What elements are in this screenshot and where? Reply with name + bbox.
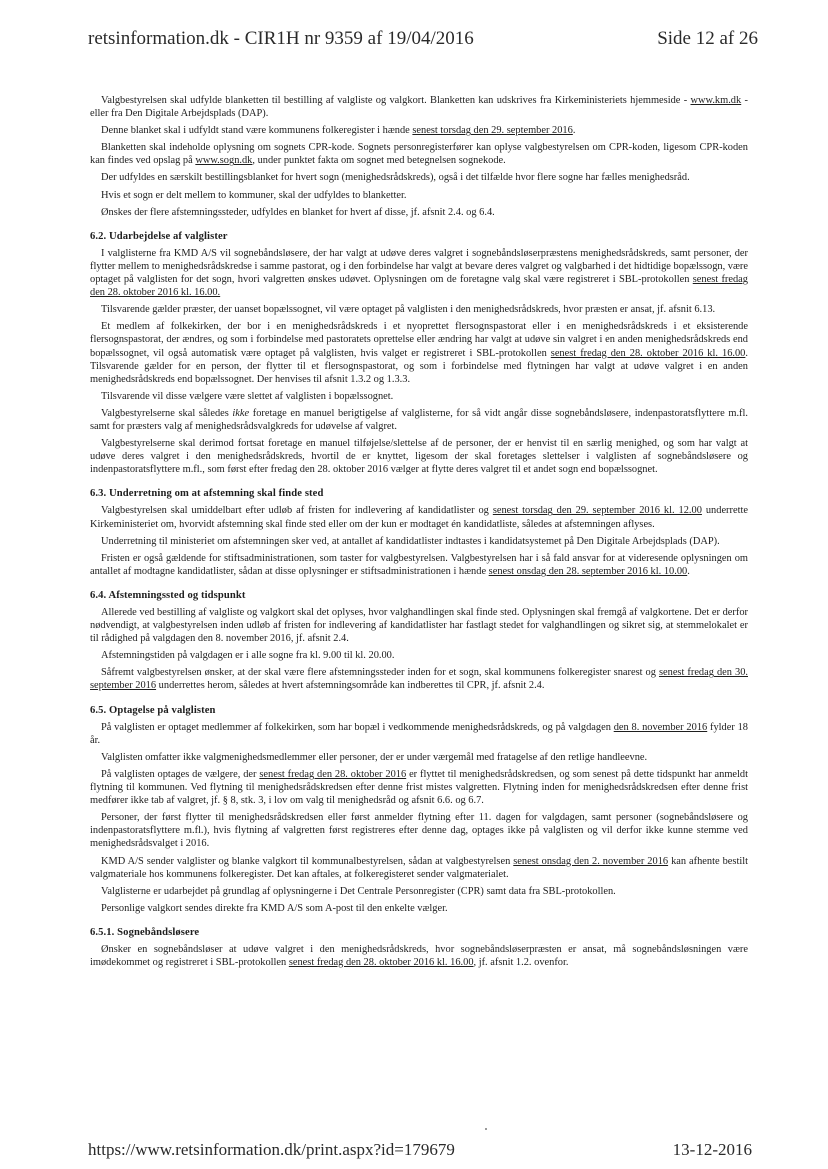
footer-date: 13-12-2016: [672, 1140, 752, 1159]
paragraph: KMD A/S sender valglister og blanke valgkort til kommunalbestyrelsen, sådan at valgbestyrelsen senest onsdag den 2. november 2016 kan afhente bestilt valgmateriale hos kommunens folkeregister. Det kan aftales, at folkeregisteret sender valgmaterialet.: [90, 855, 748, 880]
paragraph: Ønskes der flere afstemningssteder, udfyldes en blanket for hvert af disse, jf. afsnit 2.4. og 6.4.: [101, 206, 495, 218]
paragraph: Allerede ved bestilling af valgliste og valgkort skal det oplyses, hvor valghandlingen skal finde sted. Oplysningen skal fremgå af valgkortene. Det er derfor nødvendigt, at valgbestyrelsen inden udløb af fristen for indlevering af kandidatlister har fastlagt stedet for valghandlingen og sikret sig, at stemmelokalet er til rådighed på valgdagen den 8. november 2016, jf. afsnit 2.4.: [90, 607, 748, 645]
paragraph: I valglisterne fra KMD A/S vil sognebåndsløsere, der har valgt at udøve deres valgret i sognebåndsløserpræstens menighedsrådskreds, samt personer, der flytter mellem to menighedsrådskredse i samme pastorat, og i den forbindelse har valgt at bevare deres valgret og valgbarhed i det hidtidige bopælssogn, være optaget på valglisten for det sogn, hvori valgretten ønskes udøvet. Oplysningen om de foretagne valg skal være registreret i SBL-protokollen senest fredag den 28. oktober 2016 kl. 16.00.: [90, 247, 748, 299]
section-heading-6-5: 6.5. Optagelse på valglisten: [90, 704, 216, 716]
paragraph: Ønsker en sognebåndsløser at udøve valgret i den menighedsrådskreds, hvor sognebåndsløserpræsten er ansat, må sognebåndsløsningen være imødekommet og registreret i SBL-protokollen senest fredag den 28. oktober 2016 kl. 16.00, jf. afsnit 1.2. ovenfor.: [90, 943, 748, 969]
page-header: [88, 28, 758, 50]
paragraph: Blanketten skal indeholde oplysning om sognets CPR-kode. Sognets personregisterfører kan oplyse valgbestyrelsen om CPR-koden, ligesom CPR-koden kan findes ved opslag på www.sogn.dk, under punktet fakta om sognet med betegnelsen sognekode.: [90, 142, 748, 167]
footer-url[interactable]: https://www.retsinformation.dk/print.aspx?id=179679: [88, 1140, 455, 1159]
paragraph: Valgbestyrelserne skal således ikke foretage en manuel berigtigelse af valglisterne, for så vidt angår disse sognebåndsløsere, indenpastoratsflyttere m.fl. samt for præsters valg af menighedsrådsvalgkreds for udøvelse af valgret.: [90, 407, 748, 432]
paragraph: Underretning til ministeriet om afstemningen sker ved, at antallet af kandidatlister indtastes i kandidatsystemet på Den Digitale Arbejdsplads (DAP).: [101, 535, 720, 547]
paragraph: Valglisterne er udarbejdet på grundlag af oplysningerne i Det Centrale Personregister (CPR) samt data fra SBL-protokollen.: [101, 885, 616, 897]
link-km-dk[interactable]: www.km.dk: [690, 95, 742, 106]
page-footer: [88, 1140, 752, 1160]
paragraph: Afstemningstiden på valgdagen er i alle sogne fra kl. 9.00 til kl. 20.00.: [101, 650, 395, 662]
paragraph: På valglisten er optaget medlemmer af folkekirken, som har bopæl i vedkommende menighedsrådskreds, og på valgdagen den 8. november 2016 fylder 18 år.: [90, 721, 749, 746]
paragraph: Valgbestyrelsen skal umiddelbart efter udløb af fristen for indlevering af kandidatlister og senest torsdag den 29. september 2016 kl. 12.00 underrette Kirkeministeriet om, hvorvidt afstemning skal finde sted eller om der kun er modtaget én kandidatliste, således at afstemningen aflyses.: [90, 505, 748, 530]
paragraph: Denne blanket skal i udfyldt stand være kommunens folkeregister i hænde senest torsdag den 29. september 2016.: [101, 125, 576, 137]
section-heading-6-4: 6.4. Afstemningssted og tidspunkt: [90, 589, 246, 601]
paragraph: Personer, der først flytter til menighedsrådskredsen eller først anmelder flytning efter 11. dagen for valgdagen, samt personer (sognebåndsløsere og indenpastoratsflyttere m.fl.), hvis flytning af valgretten først registreres efter denne dag, optages ikke på valglisten og vil derfor ikke kunne stemme ved menighedsrådsvalget i 2016.: [90, 812, 748, 850]
page-number: Side 12 af 26: [657, 28, 758, 49]
paragraph: På valglisten optages de vælgere, der senest fredag den 28. oktober 2016 er flyttet til menighedsrådskredsen, og som senest på dette tidspunkt har anmeldt flytning til kommunen. Ved flytning til menighedsrådskredsen efter denne frist mistes valgretten. Flytning inden for menighedsrådskredsen efter denne frist medfører ikke tab af valgret, jf. § 8, stk. 3, i lov om valg til menighedsråd og afsnit 6.6. og 6.7.: [90, 768, 749, 807]
paragraph: Personlige valgkort sendes direkte fra KMD A/S som A-post til den enkelte vælger.: [101, 902, 448, 914]
section-heading-6-5-1: 6.5.1. Sognebåndsløsere: [90, 926, 200, 938]
paragraph: Valgbestyrelserne skal derimod fortsat foretage en manuel tilføjelse/slettelse af de personer, der er henvist til en særlig menighed, og som har valgt at udøve deres valgret i den menighedsrådskreds, hvortil de er knyttet, ligesom der skal foretages slettelser i valglisten af sognebåndsløsere og indenpastoratsflyttere m.fl., som først efter fredag den 28. oktober 2016 vælger at flytte deres valgret til et andet sogn end bopælssognet.: [90, 438, 748, 476]
paragraph: Et medlem af folkekirken, der bor i en menighedsrådskreds i et nyoprettet flersognspastorat eller i en menighedsrådskreds i et eksisterende flersognspastorat, der ændres, og som i forbindelse med pastoratets oprettelse eller ændring har valgt at udøve sin valgret i en anden menighedsrådskreds end bopælssognet, vil også automatisk være optaget på valglisten, hvis valget er registreret i SBL-protokollen senest fredag den 28. oktober 2016 kl. 16.00. Tilsvarende gælder for en person, der flytter til et flersognspastorat, og som i forbindelse med flytningen har valgt at udøve valgret i en anden menighedsrådskreds end bopælssognet. Der henvises til afsnit 1.3.2 og 1.3.3.: [90, 321, 748, 385]
paragraph: Tilsvarende gælder præster, der uanset bopælssognet, vil være optaget på valglisten i den menighedsrådskreds, hvor præsten er ansat, jf. afsnit 6.13.: [101, 304, 716, 316]
link-sogn-dk[interactable]: www.sogn.dk: [195, 155, 253, 167]
scan-speck: [485, 1128, 487, 1130]
paragraph: Fristen er også gældende for stiftsadministrationen, som taster for valgbestyrelsen. Valgbestyrelsen har i så fald ansvar for at videresende oplysningen om antallet af modtagne kandidatlister, sådan at disse oplysninger er stiftsadministrationen i hænde senest onsdag den 28. september 2016 kl. 10.00.: [90, 552, 748, 577]
paragraph: Der udfyldes en særskilt bestillingsblanket for hvert sogn (menighedsrådskreds), også i det tilfælde hvor flere sogne har fælles menighedsråd.: [101, 172, 690, 184]
paragraph: Hvis et sogn er delt mellem to kommuner, skal der udfyldes to blanketter.: [101, 189, 407, 201]
section-heading-6-2: 6.2. Udarbejdelse af valglister: [90, 230, 228, 242]
paragraph: Valgbestyrelsen skal udfylde blanketten til bestilling af valgliste og valgkort. Blanketten kan udskrives fra Kirkeministeriets hjemmeside - www.km.dk - eller fra Den Digitale Arbejdsplads (DAP).: [90, 95, 748, 120]
section-heading-6-3: 6.3. Underretning om at afstemning skal finde sted: [90, 488, 324, 500]
document-body: [90, 94, 748, 973]
document-title: retsinformation.dk - CIR1H nr 9359 af 19/04/2016: [88, 28, 474, 49]
paragraph: Såfremt valgbestyrelsen ønsker, at der skal være flere afstemningssteder inden for et sogn, skal kommunens folkeregister snarest og senest fredag den 30. september 2016 underrettes herom, således at hvert afstemningsområde kan indberettes til CPR, jf. afsnit 2.4.: [90, 667, 748, 692]
paragraph: Valglisten omfatter ikke valgmenighedsmedlemmer eller personer, der er under værgemål med fratagelse af den retlige handleevne.: [101, 751, 648, 763]
paragraph: Tilsvarende vil disse vælgere være slettet af valglisten i bopælssognet.: [101, 390, 394, 402]
